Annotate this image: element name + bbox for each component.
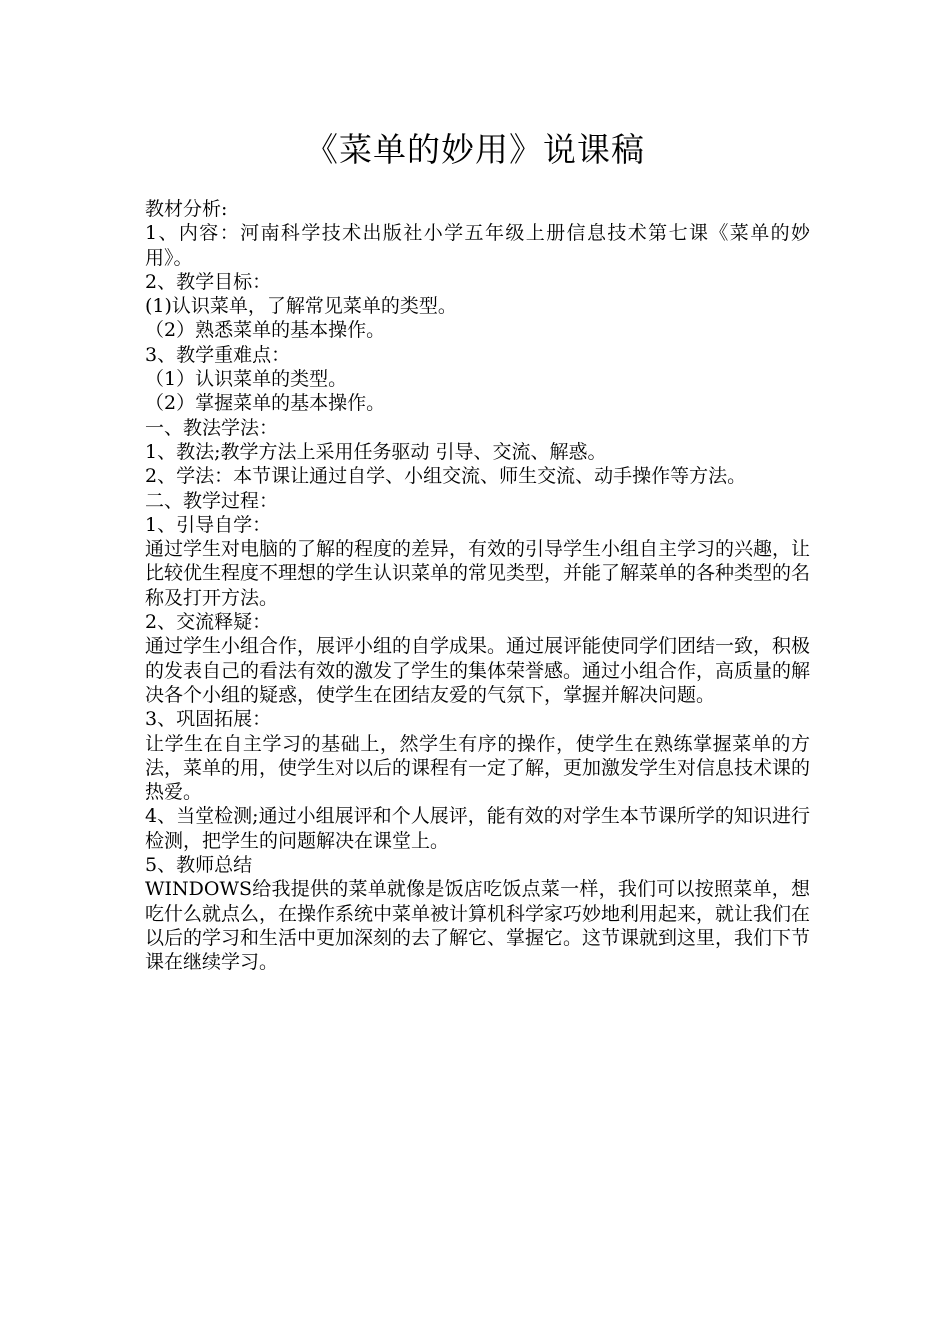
list-item-key-point-2: （2）掌握菜单的基本操作。: [145, 392, 386, 415]
subheading-consolidation: 3、巩固拓展：: [145, 708, 272, 731]
section-heading-methods: 一、教法学法：: [145, 416, 279, 439]
list-item-key-point-1: （1）认识菜单的类型。: [145, 368, 348, 391]
subheading-teacher-summary: 5、教师总结: [145, 854, 253, 877]
paragraph-learning-method: 2、学法：本节课让通过自学、小组交流、师生交流、动手操作等方法。: [145, 465, 747, 488]
list-item-goal-1: (1)认识菜单，了解常见菜单的类型。: [145, 295, 457, 318]
document-title: 《菜单的妙用》说课稿: [305, 130, 645, 169]
section-heading-teaching-goals: 2、教学目标：: [145, 270, 272, 293]
section-heading-process: 二、教学过程：: [145, 489, 279, 512]
document-body: [145, 197, 810, 975]
paragraph-guided-study: 通过学生对电脑的了解的程度的差异，有效的引导学生小组自主学习的兴趣，让比较优生程度不理想的学生认识菜单的常见类型，并能了解菜单的各种类型的名称及打开方法。: [145, 538, 811, 609]
subheading-guided-study: 1、引导自学：: [145, 513, 272, 536]
list-item-goal-2: （2）熟悉菜单的基本操作。: [145, 319, 386, 342]
paragraph-in-class-test: 4、当堂检测;通过小组展评和个人展评，能有效的对学生本节课所学的知识进行检测，把学生的问题解决在课堂上。: [145, 805, 810, 852]
subheading-discussion: 2、交流释疑：: [145, 611, 272, 634]
paragraph-content: 1、内容：河南科学技术出版社小学五年级上册信息技术第七课《菜单的妙用》。: [145, 222, 810, 269]
section-heading-key-points: 3、教学重难点：: [145, 343, 291, 366]
paragraph-teaching-method: 1、教法;教学方法上采用任务驱动 引导、交流、解惑。: [145, 440, 607, 463]
section-heading-material-analysis: 教材分析:: [145, 198, 228, 220]
paragraph-discussion: 通过学生小组合作，展评小组的自学成果。通过展评能使同学们团结一致，积极的发表自己的看法有效的激发了学生的集体荣誉感。通过小组合作，高质量的解决各个小组的疑惑，使学生在团结友爱的气氛下，掌握并解决问题。: [145, 635, 811, 706]
paragraph-consolidation: 让学生在自主学习的基础上，然学生有序的操作，使学生在熟练掌握菜单的方法，菜单的用，使学生对以后的课程有一定了解，更加激发学生对信息技术课的热爱。: [145, 732, 811, 804]
paragraph-teacher-summary: WINDOWS给我提供的菜单就像是饭店吃饭点菜一样，我们可以按照菜单，想吃什么就点么，在操作系统中菜单被计算机科学家巧妙地利用起来，就让我们在以后的学习和生活中更加深刻的去了解它、掌握它。这节课就到这里，我们下节课在继续学习。: [145, 878, 811, 974]
